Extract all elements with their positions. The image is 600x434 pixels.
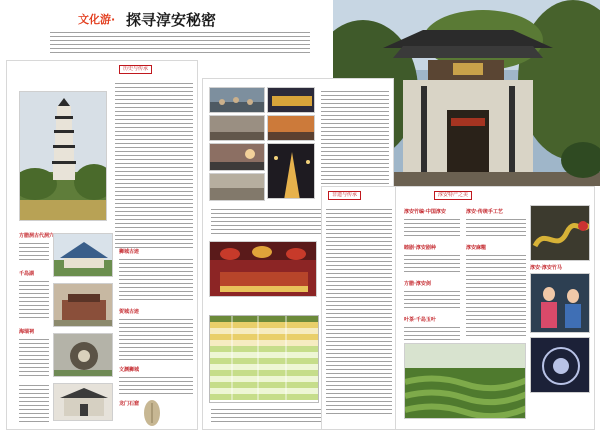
p1-label: 方腊洞古代洞穴 (19, 233, 55, 239)
title-prefix: 文化游· (78, 13, 116, 26)
boat-lake-photo (209, 173, 265, 201)
p1-text (119, 317, 193, 361)
section-tag: 历史与传承 (119, 65, 152, 74)
panel-heritage (321, 186, 396, 430)
embroidery-photo (530, 337, 590, 393)
p1-label: 龙门石窟 (119, 401, 140, 407)
p1-column-text (115, 81, 193, 251)
p4-label: 睦剧·淳安剧种 (404, 245, 436, 251)
stone-tablet-photo (141, 399, 163, 427)
p4-text (404, 289, 460, 311)
p4-label: 淳安麻糍 (466, 245, 487, 251)
festival-photo (267, 87, 315, 113)
panel-specialties (395, 186, 595, 430)
p1-text (19, 337, 49, 377)
festival-table (209, 315, 319, 403)
p4-label: 方腊·淳安剑 (404, 281, 431, 287)
courtyard-photo (53, 333, 113, 377)
p1-label: 贺城古迹 (119, 309, 140, 315)
p1-text (19, 383, 49, 423)
section-tag: 非遗与传承 (328, 191, 361, 200)
p4-text (404, 253, 460, 275)
night-street-photo (267, 143, 315, 199)
p1-label: 海瑞祠 (19, 329, 35, 335)
p4-label: 叶茶·千岛玉叶 (404, 317, 436, 323)
intro-paragraph (50, 30, 310, 56)
p1-text (119, 257, 193, 303)
panel-history (6, 60, 198, 430)
p4-label: 淳安竹编·中国淳安 (404, 209, 446, 215)
p4-text (404, 217, 460, 239)
village-photo (53, 283, 113, 327)
market-photo (209, 115, 265, 141)
p4-text (466, 217, 526, 239)
p1-text (119, 375, 193, 397)
p4-label: 淳安·传统手工艺 (466, 209, 503, 215)
dragon-dance-photo (530, 205, 590, 261)
title-area (78, 8, 338, 30)
p4-text (404, 325, 460, 341)
p4-label: 淳安·淳安竹马 (530, 265, 562, 271)
opera-performers-photo (530, 273, 590, 333)
pagoda-photo (19, 91, 107, 221)
p1-text (19, 279, 49, 319)
house-photo (53, 383, 113, 421)
page-title: 探寻淳安秘密 (126, 11, 217, 29)
p1-label: 文渊狮城 (119, 367, 140, 373)
p4-text (466, 253, 526, 339)
p3-text (326, 207, 392, 417)
p1-label: 千岛湖 (19, 271, 35, 277)
harbor-photo (267, 115, 315, 141)
p1-label: 狮城古迹 (119, 249, 140, 255)
crowd-photo (209, 87, 265, 113)
blue-roof-photo (53, 233, 113, 277)
p1-text (19, 241, 49, 263)
lantern-parade-photo (209, 241, 317, 297)
p2-column-text (321, 89, 389, 197)
tea-plantation-photo (404, 343, 526, 419)
sunset-river-photo (209, 143, 265, 171)
section-tag: 淳安特产之美 (434, 191, 472, 200)
